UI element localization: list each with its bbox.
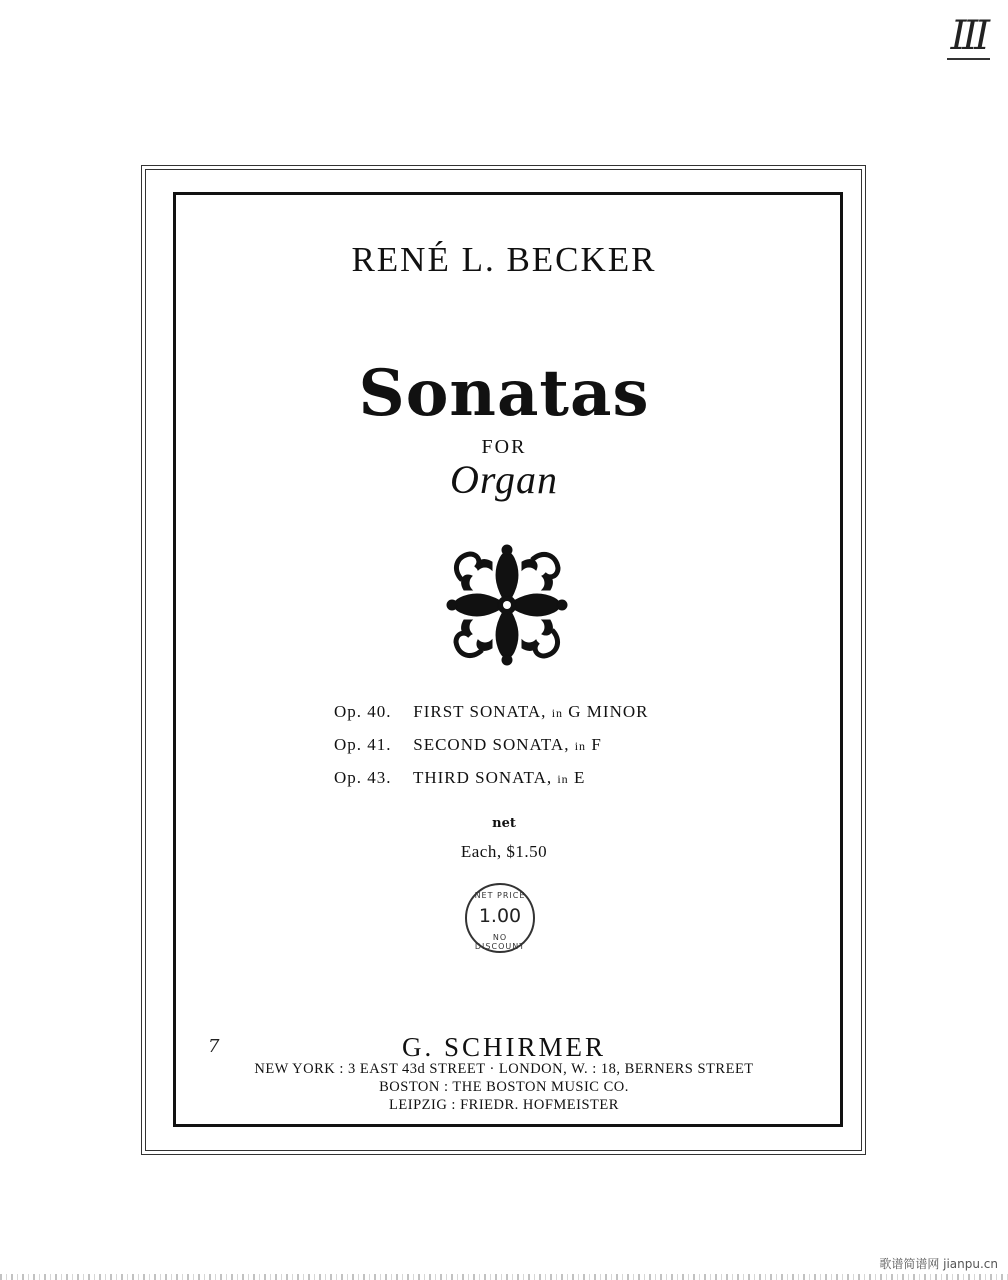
- stamp-value: 1.00: [478, 905, 522, 927]
- work-title: THIRD SONATA,: [412, 768, 553, 787]
- work-key: E: [573, 768, 586, 787]
- publisher-name: G. SCHIRMER: [401, 1032, 607, 1062]
- work-title: FIRST SONATA,: [413, 702, 547, 721]
- opus-number: Op. 43.: [334, 768, 392, 787]
- site-watermark: 歌谱简谱网 jianpu.cn: [879, 1257, 998, 1271]
- work-item: [334, 735, 754, 768]
- scan-edge-noise: [0, 1274, 1008, 1280]
- work-key: G MINOR: [568, 702, 649, 721]
- work-item: [334, 702, 754, 735]
- work-key: F: [591, 735, 602, 754]
- in-word: in: [557, 772, 569, 786]
- page-title: Sonatas: [358, 356, 650, 431]
- price-text: Each, $1.50: [460, 842, 548, 861]
- work-item: [334, 768, 754, 801]
- for-label: FOR: [481, 436, 527, 458]
- opus-number: Op. 40.: [334, 702, 392, 721]
- in-word: in: [574, 739, 587, 753]
- floral-ornament-icon: [442, 540, 572, 670]
- stamp-bottom-text: NO DISCOUNT: [474, 933, 526, 951]
- page-number-mark: III: [947, 14, 990, 60]
- stamp-top-text: NET PRICE: [474, 891, 526, 900]
- publisher-address-line: BOSTON : THE BOSTON MUSIC CO.: [379, 1079, 629, 1095]
- price-stamp: [465, 883, 535, 953]
- instrument-name: Organ: [450, 457, 558, 502]
- work-title: SECOND SONATA,: [413, 735, 570, 754]
- publisher-address-line: LEIPZIG : FRIEDR. HOFMEISTER: [389, 1097, 619, 1113]
- in-word: in: [551, 706, 564, 720]
- handwritten-mark: 7: [208, 1036, 220, 1057]
- opus-number: Op. 41.: [334, 735, 392, 754]
- works-list: [334, 702, 754, 801]
- composer-name: RENÉ L. BECKER: [351, 240, 657, 279]
- publisher-address-line: NEW YORK : 3 EAST 43d STREET · LONDON, W. : 18, BERNERS STREET: [254, 1061, 754, 1077]
- net-label: net: [492, 816, 516, 831]
